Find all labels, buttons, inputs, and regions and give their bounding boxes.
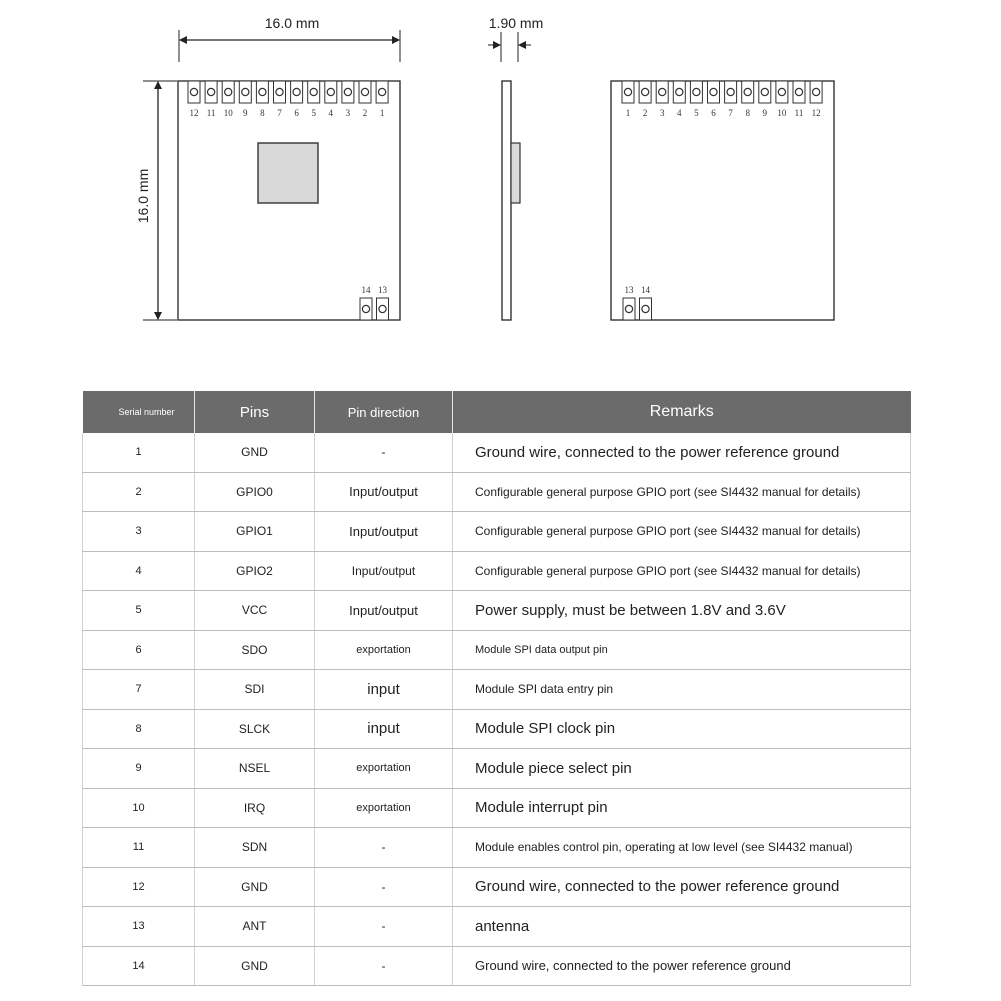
pin-cell: NSEL [195, 749, 315, 789]
pin-cell: SDO [195, 630, 315, 670]
pin-cell: GND [195, 867, 315, 907]
side-board-outline [502, 81, 511, 320]
width-label: 16.0 mm [264, 15, 320, 31]
remarks-cell: Ground wire, connected to the power reference ground [453, 946, 911, 986]
direction-cell: - [315, 828, 453, 868]
side-view [502, 81, 520, 320]
height-label: 16.0 mm [135, 168, 151, 224]
direction-cell: Input/output [315, 551, 453, 591]
pin-cell: GPIO0 [195, 472, 315, 512]
pin-number-label: 14 [641, 285, 650, 295]
height-dimension [135, 81, 177, 320]
serial-cell: 14 [83, 946, 195, 986]
serial-cell: 11 [83, 828, 195, 868]
remarks-cell: Module SPI data output pin [453, 630, 911, 670]
direction-cell: input [315, 709, 453, 749]
direction-cell: input [315, 670, 453, 710]
direction-cell: exportation [315, 630, 453, 670]
header-remarks: Remarks [453, 391, 911, 433]
remarks-cell: Module interrupt pin [453, 788, 911, 828]
pin-number-label: 11 [794, 108, 804, 118]
direction-cell: exportation [315, 749, 453, 789]
serial-cell: 12 [83, 867, 195, 907]
pin-pad [222, 81, 234, 118]
pin-number-label: 3 [345, 108, 351, 118]
remarks-cell: Module SPI clock pin [453, 709, 911, 749]
serial-cell: 1 [83, 433, 195, 472]
table-row [83, 946, 911, 986]
pin-pad [360, 285, 372, 320]
pin-number-label: 5 [311, 108, 316, 118]
table-row [83, 551, 911, 591]
side-chip-profile [511, 143, 520, 203]
pin-number-label: 11 [206, 108, 216, 118]
table-row [83, 788, 911, 828]
direction-cell: - [315, 867, 453, 907]
pin-cell: SLCK [195, 709, 315, 749]
remarks-cell: Ground wire, connected to the power reference ground [453, 433, 911, 472]
pin-definition-table [82, 391, 911, 986]
pin-number-label: 12 [189, 108, 199, 118]
pin-number-label: 10 [777, 108, 787, 118]
pin-number-label: 12 [811, 108, 821, 118]
pin-number-label: 13 [378, 285, 387, 295]
serial-cell: 10 [83, 788, 195, 828]
direction-cell: Input/output [315, 512, 453, 552]
table-row [83, 591, 911, 631]
remarks-cell: Module SPI data entry pin [453, 670, 911, 710]
pin-cell: GPIO2 [195, 551, 315, 591]
serial-cell: 3 [83, 512, 195, 552]
width-dimension [179, 15, 400, 62]
thickness-dimension [488, 15, 543, 62]
remarks-cell: Configurable general purpose GPIO port (see SI4432 manual for details) [453, 551, 911, 591]
pin-number-label: 3 [659, 108, 665, 118]
remarks-cell: Power supply, must be between 1.8V and 3.6V [453, 591, 911, 631]
pin-cell: SDN [195, 828, 315, 868]
remarks-cell: antenna [453, 907, 911, 947]
table-row [83, 749, 911, 789]
pin-number-label: 6 [711, 108, 716, 118]
direction-cell: Input/output [315, 472, 453, 512]
table-row [83, 907, 911, 947]
rf-chip [258, 143, 318, 203]
pin-pad [640, 285, 652, 320]
pin-cell: VCC [195, 591, 315, 631]
remarks-cell: Ground wire, connected to the power reference ground [453, 867, 911, 907]
serial-cell: 9 [83, 749, 195, 789]
pin-pad [205, 81, 217, 118]
pin-pad [810, 81, 822, 118]
pin-cell: ANT [195, 907, 315, 947]
thickness-label: 1.90 mm [488, 15, 544, 31]
table-header-row [83, 391, 911, 433]
header-pins: Pins [195, 391, 315, 433]
header-pin-direction: Pin direction [315, 391, 453, 433]
serial-cell: 6 [83, 630, 195, 670]
table-row [83, 433, 911, 472]
pin-number-label: 4 [328, 108, 334, 118]
pin-pad [776, 81, 788, 118]
pin-pad [188, 81, 200, 118]
serial-cell: 5 [83, 591, 195, 631]
pin-number-label: 4 [677, 108, 682, 118]
pin-number-label: 9 [762, 108, 768, 118]
pin-pad [793, 81, 805, 118]
pin-number-label: 10 [223, 108, 233, 118]
serial-cell: 2 [83, 472, 195, 512]
remarks-cell: Configurable general purpose GPIO port (see SI4432 manual for details) [453, 472, 911, 512]
pin-number-label: 7 [728, 108, 733, 118]
pin-number-label: 5 [694, 108, 699, 118]
remarks-cell: Module piece select pin [453, 749, 911, 789]
table-row [83, 828, 911, 868]
header-serial-number: Serial number [83, 391, 195, 433]
back-view [611, 81, 834, 320]
pin-number-label: 2 [362, 108, 368, 118]
table-row [83, 670, 911, 710]
pin-cell: GPIO1 [195, 512, 315, 552]
remarks-cell: Configurable general purpose GPIO port (see SI4432 manual for details) [453, 512, 911, 552]
table-row [83, 472, 911, 512]
direction-cell: - [315, 946, 453, 986]
pin-number-label: 13 [624, 285, 634, 295]
serial-cell: 13 [83, 907, 195, 947]
pin-number-label: 8 [260, 108, 265, 118]
module-mechanical-diagram [0, 0, 1001, 360]
remarks-cell: Module enables control pin, operating at low level (see SI4432 manual) [453, 828, 911, 868]
serial-cell: 4 [83, 551, 195, 591]
pin-number-label: 9 [243, 108, 248, 118]
pin-number-label: 7 [277, 108, 282, 118]
pin-number-label: 1 [379, 108, 385, 118]
pin-cell: IRQ [195, 788, 315, 828]
pin-cell: SDI [195, 670, 315, 710]
table-row [83, 630, 911, 670]
table-row [83, 709, 911, 749]
serial-cell: 8 [83, 709, 195, 749]
pin-number-label: 14 [361, 285, 371, 295]
direction-cell: - [315, 433, 453, 472]
pin-pad [377, 285, 389, 320]
serial-cell: 7 [83, 670, 195, 710]
pin-cell: GND [195, 433, 315, 472]
direction-cell: - [315, 907, 453, 947]
pin-pad [623, 285, 635, 320]
pin-number-label: 2 [642, 108, 648, 118]
table-row [83, 867, 911, 907]
pin-number-label: 8 [745, 108, 750, 118]
direction-cell: exportation [315, 788, 453, 828]
pin-cell: GND [195, 946, 315, 986]
table-row [83, 512, 911, 552]
front-view [178, 81, 400, 320]
pin-number-label: 6 [294, 108, 299, 118]
direction-cell: Input/output [315, 591, 453, 631]
pin-number-label: 1 [625, 108, 631, 118]
